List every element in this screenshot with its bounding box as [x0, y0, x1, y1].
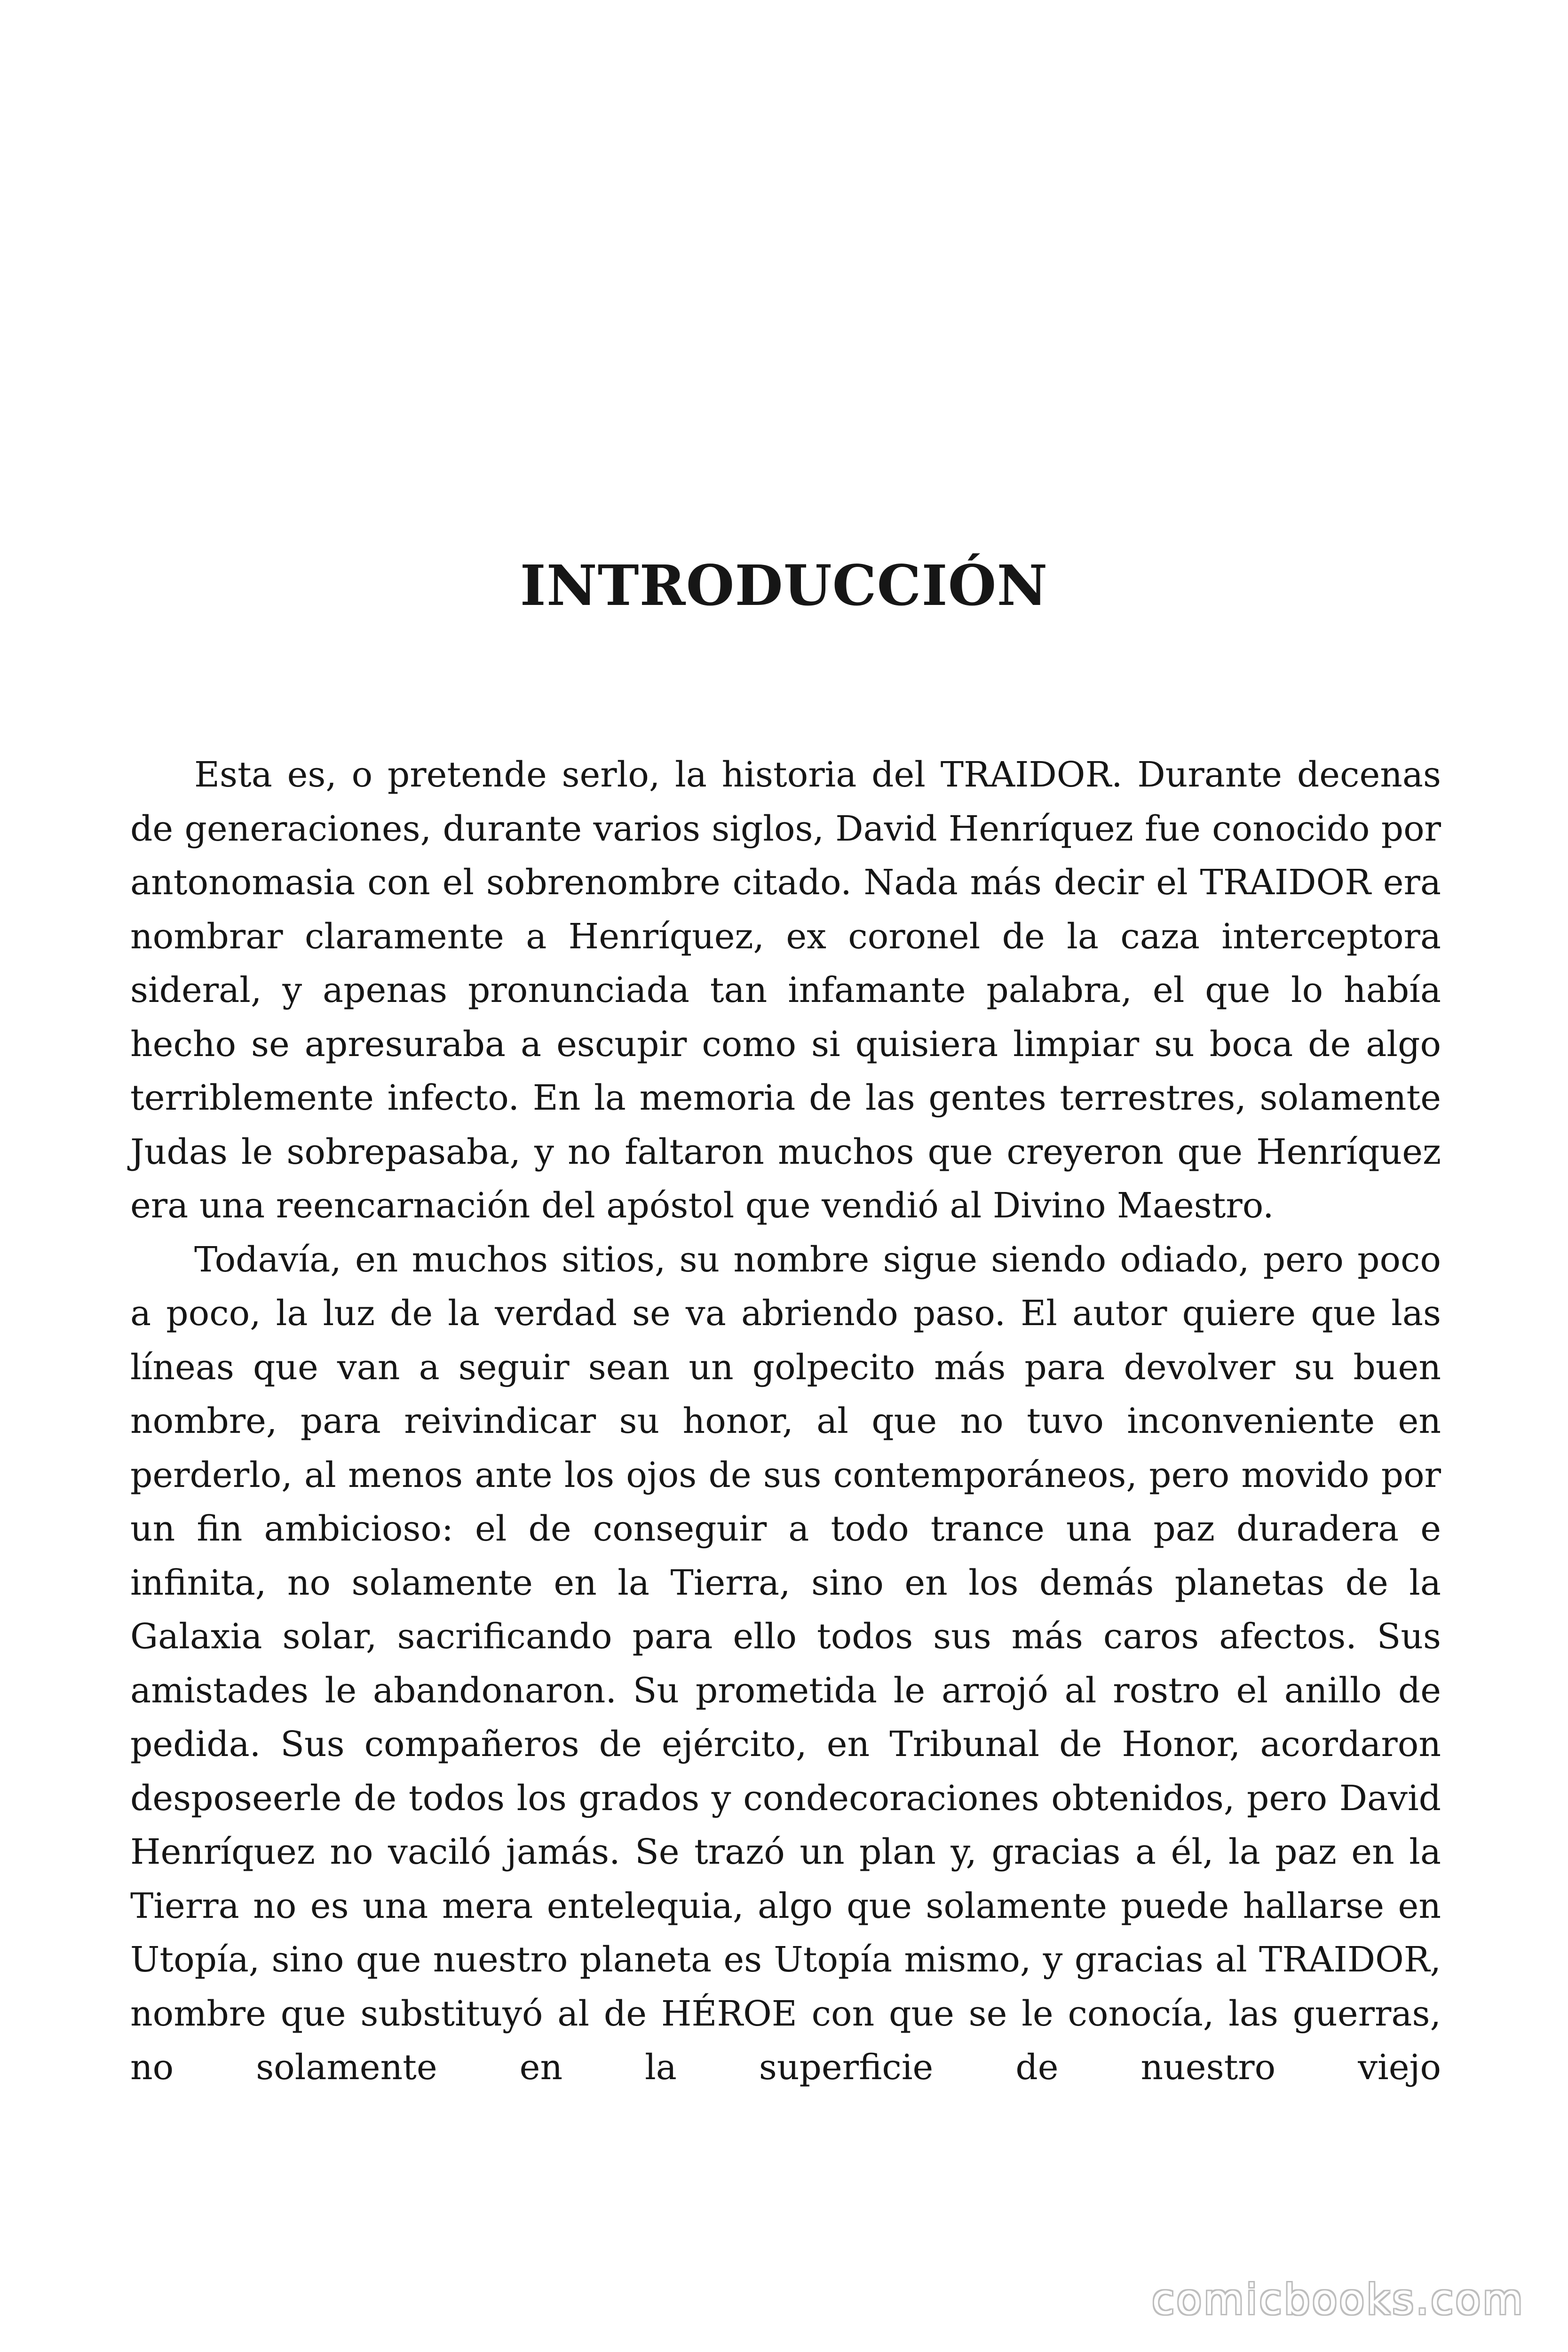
paragraph-2: Todavía, en muchos sitios, su nombre sigue siendo odiado, pero poco a poco, la luz de la verdad se va abriendo paso. El autor quiere que las líneas que van a seguir sean un golpecito más para devolver su buen nombre, para reivindicar su honor, al que no tuvo inconveniente en perderlo, al menos ante los ojos de sus contemporáneos, pero movido por un fin ambicioso: el de conseguir a todo trance una paz duradera e infinita, no solamente en la Tierra, sino en los demás planetas de la Galaxia solar, sacrificando para ello todos sus más caros afectos. Sus amistades le abandonaron. Su prometida le arrojó al rostro el anillo de pedida. Sus compañeros de ejército, en Tribunal de Honor, acordaron desposeerle de todos los grados y condecoraciones obtenidos, pero David Henríquez no vaciló jamás. Se trazó un plan y, gracias a él, la paz en la Tierra no es una mera entelequia, algo que solamente puede hallarse en Utopía, sino que nuestro planeta es Utopía mismo, y gracias al TRAIDOR, nombre que substituyó al de HÉROE con que se le conocía, las guerras, no solamente en la superficie de nuestro viejo — [130, 1239, 1441, 2088]
chapter-body — [130, 748, 1441, 2095]
paragraph-1: Esta es, o pretende serlo, la historia del TRAIDOR. Durante decenas de generaciones, durante varios siglos, David Henríquez fue conocido por antonomasia con el sobrenombre citado. Nada más decir el TRAIDOR era nombrar claramente a Henríquez, ex coronel de la caza interceptora sideral, y apenas pronunciada tan infamante palabra, el que lo había hecho se apresuraba a escupir como si quisiera limpiar su boca de algo terriblemente infecto. En la memoria de las gentes terrestres, solamente Judas le sobrepasaba, y no faltaron muchos que creyeron que Henríquez era una reencarnación del apóstol que vendió al Divino Maestro. — [130, 755, 1441, 1226]
chapter-title: INTRODUCCIÓN — [520, 553, 1048, 618]
watermark-logo: comicbooks.com — [1151, 2275, 1525, 2324]
